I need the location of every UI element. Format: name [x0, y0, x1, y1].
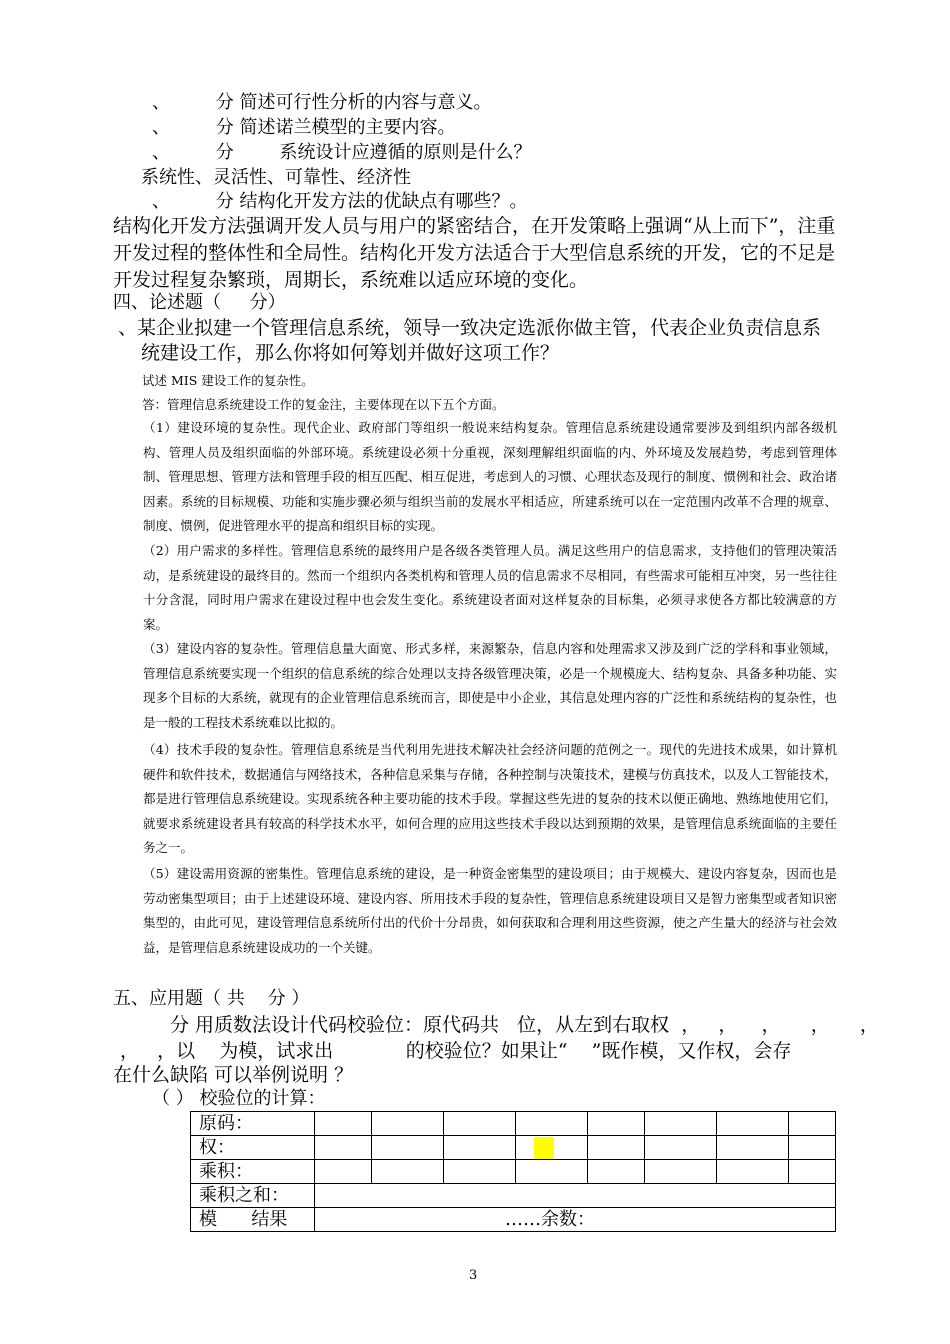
table-cell [789, 1160, 836, 1184]
question-3-answer: 系统性、灵活性、可靠性、经济性 [141, 167, 411, 188]
table-cell [315, 1160, 372, 1184]
point-5: （5）建设需用资源的密集性。管理信息系统的建设，是一种资金密集型的建设项目；由于规模大、建设内容复杂，因而也是劳动密集型项目；由于上述建设环境、建设内容、所用技术手段的复杂性，管理信息系统建设项目又是智力密集型或者知识密集型的，由此可见，建设管理信息系统所付出的代价十分昂贵，如何获取和合理利用这些资源，使之产生量大的经济与社会效益，是管理信息系统建设成功的一个关键。 [143, 866, 837, 955]
point-1: （1）建设环境的复杂性。现代企业、政府部门等组织一般说来结构复杂。管理信息系统建设通常要涉及到组织内部各级机构、管理人员及组织面临的外部环境。系统建设必须十分重视，深刻理解组织面临的内、外环境及发展趋势，考虑到管理体制、管理思想、管理方法和管理手段的相互匹配、相互促进，考虑到人的习惯、心理状态及现行的制度、惯例和社会、政治诸因素。系统的目标规模、功能和实施步骤必须与组织当前的发展水平相适应，所建系统可以在一定范围内改革不合理的规章、制度、惯例，促进管理水平的提高和组织目标的实现。 [143, 420, 837, 533]
application-question-line2: ， ，以 为模，试求出 的校验位？如果让“ ”既作模，又作权，会存 [120, 1040, 792, 1062]
page-number: 3 [469, 1268, 478, 1283]
question-4: 、 分 结构化开发方法的优缺点有哪些？。 [152, 191, 528, 212]
table-row [191, 1112, 836, 1136]
essay-question-line2: 统建设工作，那么你将如何筹划并做好这项工作？ [141, 342, 560, 364]
application-question-line1: 分 用质数法设计代码校验位：原代码共 位，从左到右取权 ， ， ， ， ， [170, 1014, 879, 1036]
row-label-weight: 权： [191, 1136, 315, 1160]
table-cell [789, 1136, 836, 1160]
application-question-line3: 在什么缺陷 可以举例说明 ？ [113, 1064, 354, 1086]
question-1: 、 分 简述可行性分析的内容与意义。 [152, 92, 492, 113]
table-cell [315, 1136, 372, 1160]
calculation-subheading: （ ） 校验位的计算： [152, 1088, 326, 1109]
question-4-answer: 结构化开发方法强调开发人员与用户的紧密结合，在开发策略上强调“从上而下”，注重开发过程的整体性和全局性。结构化开发方法适合于大型信息系统的开发，它的不足是开发过程复杂繁琐，周期长，系统难以适应环境的变化。 [113, 215, 836, 291]
table-cell [516, 1112, 588, 1136]
point-2: （2）用户需求的多样性。管理信息系统的最终用户是各级各类管理人员。满足这些用户的信息需求，支持他们的管理决策活动，是系统建设的最终目的。然而一个组织内各类机构和管理人员的信息需求不尽相同，有些需求可能相互冲突，另一些往往十分含混，同时用户需求在建设过程中也会发生变化。系统建设者面对这样复杂的目标集，必须寻求使各方都比较满意的方案。 [143, 543, 837, 632]
table-cell [516, 1160, 588, 1184]
table-cell [444, 1136, 516, 1160]
table-cell [645, 1160, 717, 1184]
row-label-modulus: 模 结果 [191, 1208, 315, 1232]
table-cell [588, 1112, 645, 1136]
row-label-product: 乘积： [191, 1160, 315, 1184]
row-label-original: 原码： [191, 1112, 315, 1136]
question-3: 、 分 系统设计应遵循的原则是什么？ [152, 142, 532, 163]
table-row [191, 1160, 836, 1184]
highlight-mark [534, 1137, 554, 1159]
table-cell [717, 1136, 789, 1160]
table-cell [516, 1136, 588, 1160]
table-cell [789, 1112, 836, 1136]
table-cell [717, 1112, 789, 1136]
row-label-sum: 乘积之和： [191, 1184, 315, 1208]
table-cell [444, 1112, 516, 1136]
point-4: （4）技术手段的复杂性。管理信息系统是当代利用先进技术解决社会经济问题的范例之一。现代的先进技术成果，如计算机硬件和软件技术，数据通信与网络技术，各种信息采集与存储，各种控制与决策技术，建模与仿真技术，以及人工智能技术，都是进行管理信息系统建设。实现系统各种主要功能的技术手段。掌握这些先进的复杂的技术以便正确地、熟练地使用它们，就要求系统建设者具有较高的科学技术水平，如何合理的应用这些技术手段以达到预期的效果，是管理信息系统面临的主要任务之一。 [143, 742, 837, 855]
essay-question-line1: 、某企业拟建一个管理信息系统，领导一致决定选派你做主管，代表企业负责信息系 [118, 317, 822, 339]
remainder-cell: ……余数： [315, 1208, 836, 1232]
table-cell [645, 1112, 717, 1136]
application-heading: 五、应用题（ 共 分 ） [113, 988, 310, 1009]
essay-heading: 四、论述题（ 分） [113, 292, 286, 313]
table-cell [315, 1184, 836, 1208]
table-cell [588, 1160, 645, 1184]
table-cell [372, 1136, 444, 1160]
point-3: （3）建设内容的复杂性。管理信息量大面宽、形式多样，来源繁杂，信息内容和处理需求又涉及到广泛的学科和事业领域，管理信息系统要实现一个组织的信息系统的综合处理以支持各级管理决策，必是一个规模庞大、结构复杂、具备多种功能、实现多个目标的大系统，就现有的企业管理信息系统而言，即使是中小企业，其信息处理内容的广泛性和系统结构的复杂性，也是一般的工程技术系统难以比拟的。 [143, 641, 837, 730]
question-2: 、 分 简述诺兰模型的主要内容。 [152, 117, 456, 138]
table-cell [717, 1160, 789, 1184]
table-cell [588, 1136, 645, 1160]
table-cell [645, 1136, 717, 1160]
table-cell [372, 1112, 444, 1136]
reference-intro: 答：管理信息系统建设工作的复金注，主要体现在以下五个方面。 [142, 397, 505, 412]
check-digit-table [190, 1111, 836, 1232]
table-cell [372, 1160, 444, 1184]
reference-title: 试述 MIS 建设工作的复杂性。 [142, 373, 314, 388]
table-row [191, 1184, 836, 1208]
table-row [191, 1136, 836, 1160]
table-cell [315, 1112, 372, 1136]
table-cell [444, 1160, 516, 1184]
table-row [191, 1208, 836, 1232]
